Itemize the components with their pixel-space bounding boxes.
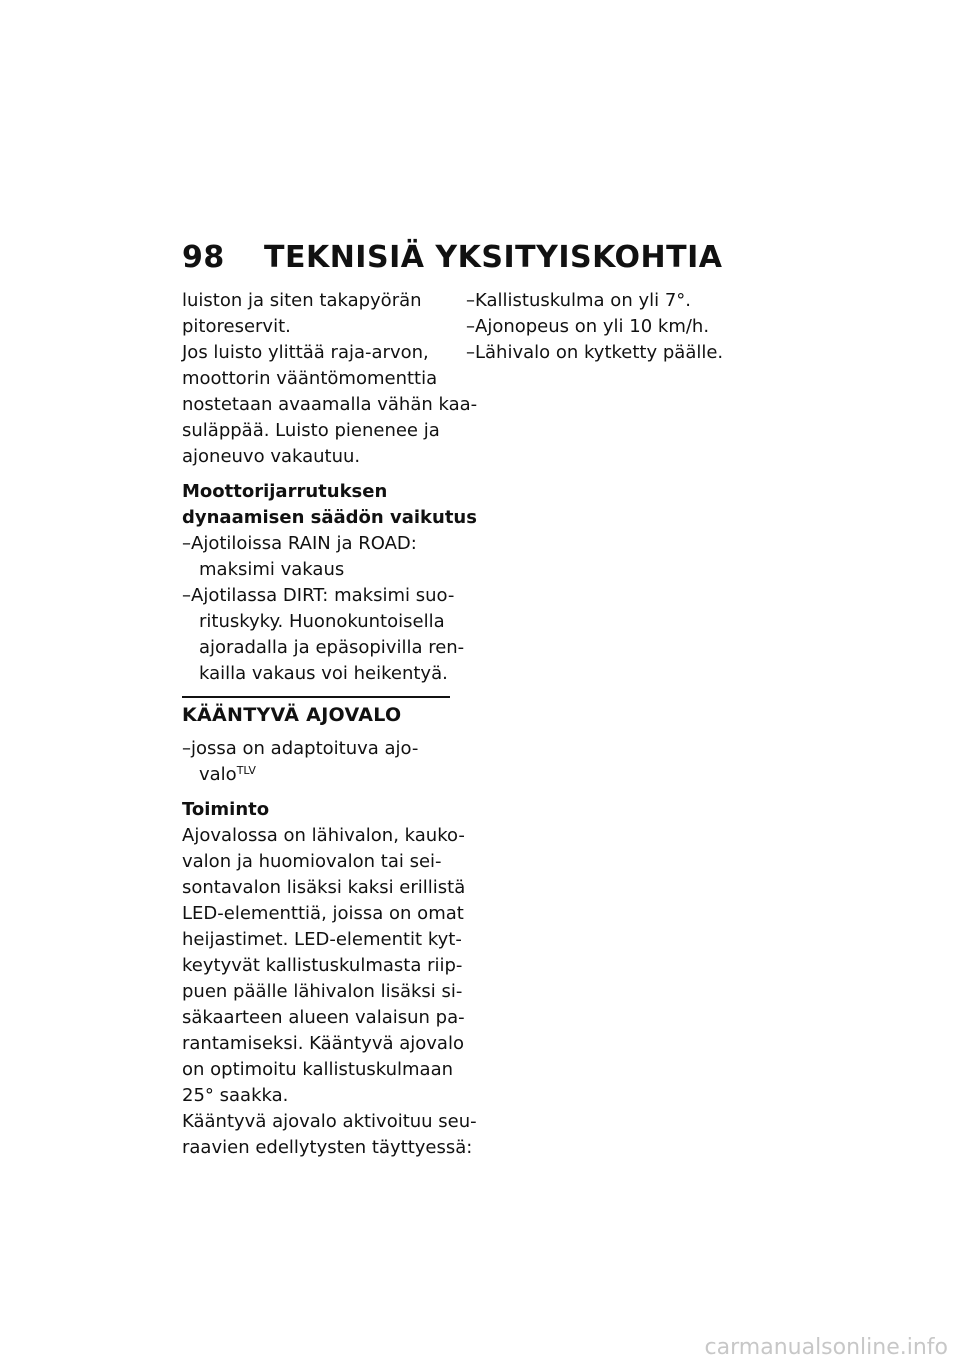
text-line: raavien edellytysten täyttyessä: bbox=[182, 1137, 473, 1158]
text-line: valon ja huomiovalon tai sei- bbox=[182, 851, 442, 872]
text-line: puen päälle lähivalon lisäksi si- bbox=[182, 981, 463, 1002]
dash-list bbox=[466, 288, 736, 366]
text-line: ajoneuvo vakautuu. bbox=[182, 446, 361, 467]
text-line: kailla vakaus voi heikentyä. bbox=[199, 663, 448, 684]
text-line bbox=[182, 762, 452, 788]
text-line: ajoradalla ja epäsopivilla ren- bbox=[199, 637, 465, 658]
text-fragment: valo bbox=[199, 764, 237, 785]
text-line: –Ajotilassa DIRT: maksimi suo- bbox=[182, 585, 455, 606]
text-line: heijastimet. LED-elementit kyt- bbox=[182, 929, 462, 950]
text-line: luiston ja siten takapyörän bbox=[182, 290, 422, 311]
list-item bbox=[466, 314, 736, 340]
text-line: –jossa on adaptoituva ajo- bbox=[182, 738, 419, 759]
text-line: säkaarteen alueen valaisun pa- bbox=[182, 1007, 465, 1028]
paragraph bbox=[182, 1109, 477, 1161]
text-line: suläppää. Luisto pienenee ja bbox=[182, 420, 440, 441]
watermark: carmanualsonline.info bbox=[704, 1335, 948, 1360]
text-line: rantamiseksi. Kääntyvä ajovalo bbox=[182, 1033, 464, 1054]
section-divider bbox=[182, 696, 450, 698]
text-line: –Kallistuskulma on yli 7°. bbox=[466, 290, 691, 311]
paragraph bbox=[182, 823, 466, 1109]
text-line: keytyvät kallistuskulmasta riip- bbox=[182, 955, 463, 976]
list-item bbox=[182, 583, 465, 687]
dash-list bbox=[182, 736, 452, 788]
page-title: TEKNISIÄ YKSITYISKOHTIA bbox=[264, 240, 723, 275]
right-column bbox=[466, 288, 736, 375]
text-line: nostetaan avaamalla vähän kaa- bbox=[182, 394, 478, 415]
text-line: dynaamisen säädön vaikutus bbox=[182, 507, 477, 528]
text-line: –Ajonopeus on yli 10 km/h. bbox=[466, 316, 710, 337]
dash-list bbox=[182, 531, 465, 687]
text-line: 25° saakka. bbox=[182, 1085, 289, 1106]
paragraph bbox=[182, 288, 452, 340]
list-item bbox=[182, 531, 452, 583]
text-line: rituskyky. Huonokuntoisella bbox=[199, 611, 445, 632]
text-line: Moottorijarrutuksen bbox=[182, 481, 388, 502]
section-heading: KÄÄNTYVÄ AJOVALO bbox=[182, 704, 402, 726]
text-line: maksimi vakaus bbox=[199, 559, 345, 580]
paragraph bbox=[182, 340, 478, 470]
text-line: Ajovalossa on lähivalon, kauko- bbox=[182, 825, 465, 846]
left-column bbox=[182, 288, 478, 1170]
text-line: moottorin vääntömomenttia bbox=[182, 368, 438, 389]
text-line: on optimoitu kallistuskulmaan bbox=[182, 1059, 454, 1080]
subheading-function: Toiminto bbox=[182, 799, 270, 820]
text-line: LED-elementtiä, joissa on omat bbox=[182, 903, 464, 924]
option-code: TLV bbox=[236, 764, 256, 777]
page-number: 98 bbox=[182, 240, 225, 275]
text-line: sontavalon lisäksi kaksi erillistä bbox=[182, 877, 466, 898]
text-line: –Lähivalo on kytketty päälle. bbox=[466, 342, 724, 363]
text-line: pitoreservit. bbox=[182, 316, 291, 337]
page-header bbox=[182, 240, 722, 275]
list-item bbox=[182, 736, 452, 788]
text-line: –Ajotiloissa RAIN ja ROAD: bbox=[182, 533, 417, 554]
text-line: Kääntyvä ajovalo aktivoituu seu- bbox=[182, 1111, 477, 1132]
list-item bbox=[466, 288, 736, 314]
text-line: Jos luisto ylittää raja-arvon, bbox=[182, 342, 429, 363]
list-item bbox=[466, 340, 736, 366]
subheading-engine-braking bbox=[182, 479, 477, 531]
